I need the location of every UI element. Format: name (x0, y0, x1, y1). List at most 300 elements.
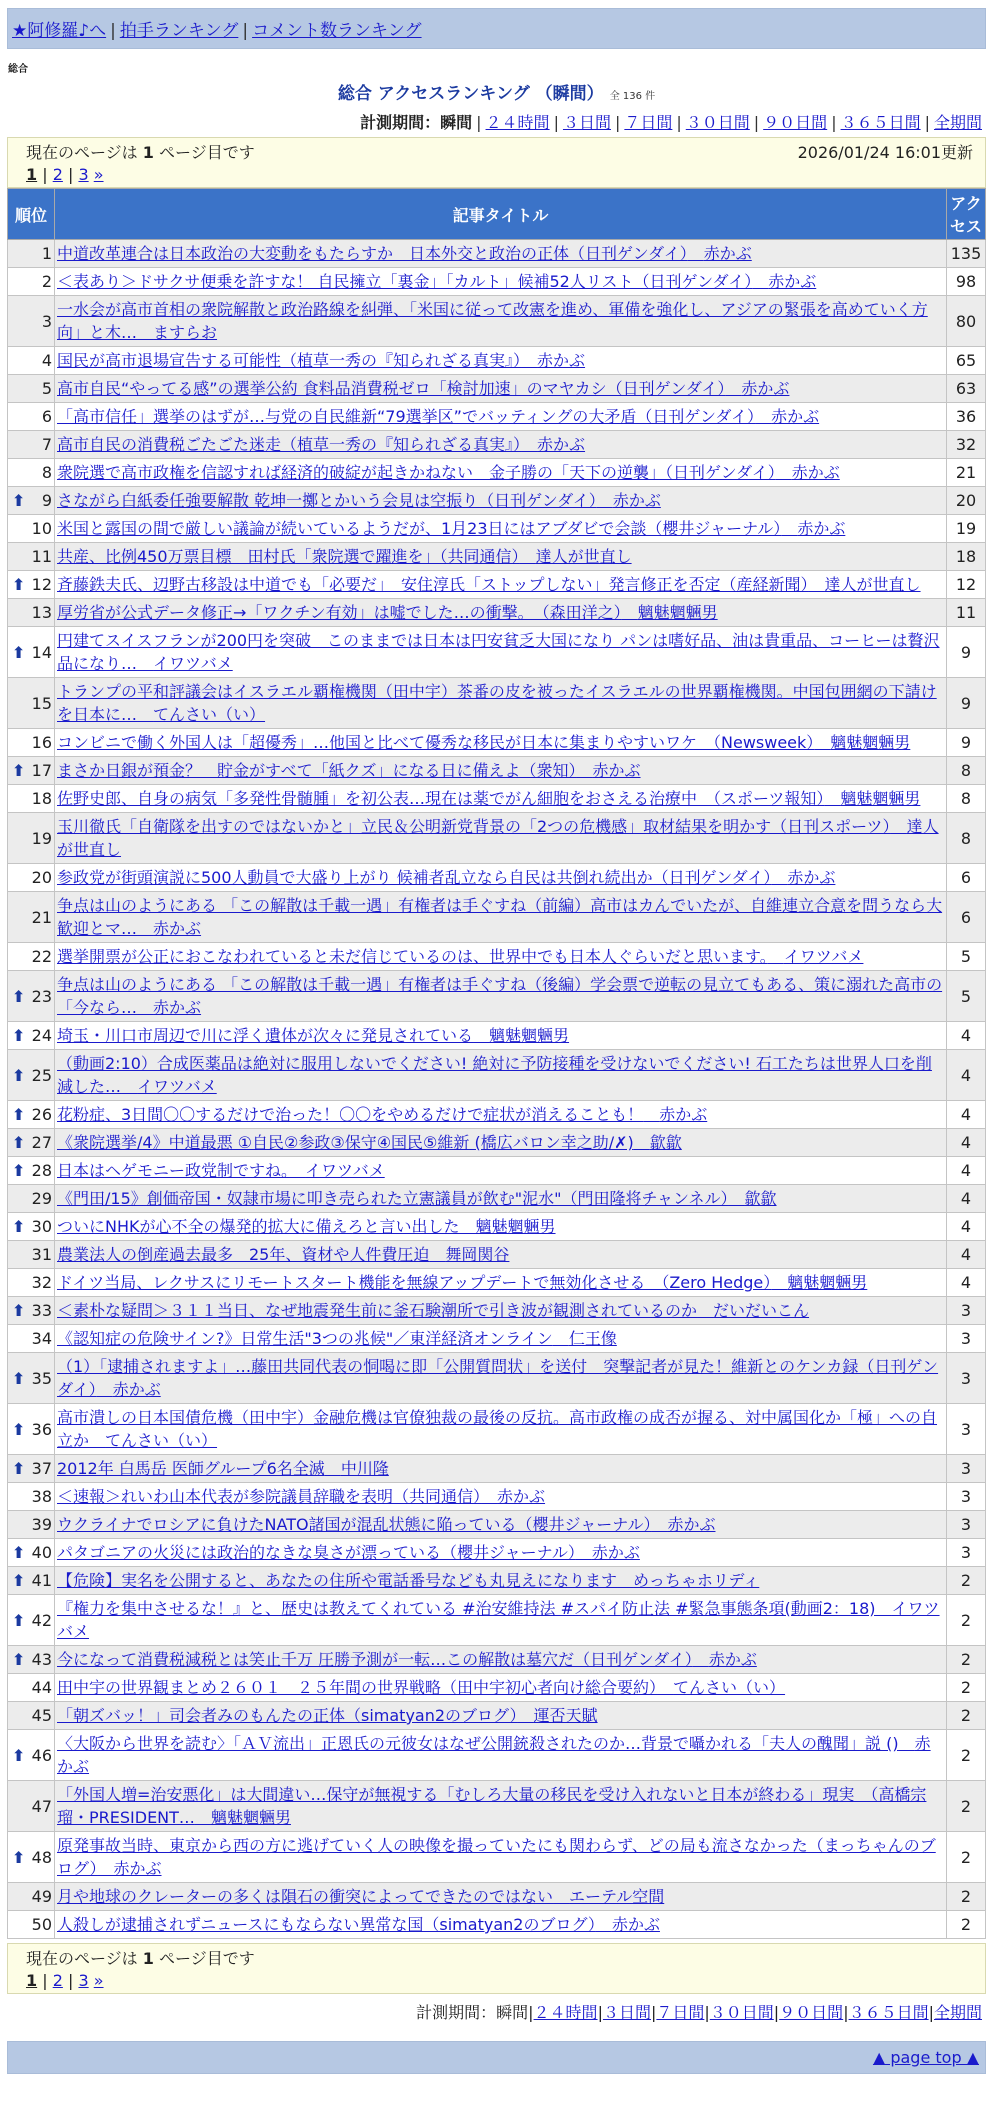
title-cell (55, 1674, 947, 1702)
article-link[interactable] (57, 975, 942, 1017)
article-author: 赤かぶ (537, 351, 586, 370)
article-link[interactable] (57, 1678, 785, 1697)
article-link[interactable] (57, 868, 835, 887)
page-link[interactable]: 2 (52, 1971, 63, 1990)
article-link[interactable] (57, 272, 816, 291)
article-link[interactable] (57, 435, 585, 454)
table-row (8, 487, 986, 515)
table-row (8, 1129, 986, 1157)
article-link[interactable] (57, 1887, 664, 1906)
rank-cell (8, 347, 55, 375)
table-row (8, 1101, 986, 1129)
rank-cell (8, 1269, 55, 1297)
up-arrow-icon: ⬆ (12, 1105, 26, 1124)
article-link[interactable] (57, 407, 819, 426)
rank-number: 25 (31, 1065, 52, 1085)
period-link[interactable]: ３０日間 (709, 2003, 774, 2022)
article-title: 衆院選で高市政権を信認すれば経済的破綻が起きかねない 金子勝の「天下の逆襲」（日刊ゲンダイ） (57, 463, 776, 482)
rank-number: 17 (31, 761, 52, 780)
period-link[interactable]: ２４時間 (485, 113, 550, 132)
rank-number: 27 (31, 1133, 52, 1152)
article-author: イワツバメ (783, 947, 864, 966)
title-cell (55, 543, 947, 571)
page-separator: | (62, 165, 79, 184)
rank-number: 7 (41, 435, 52, 454)
article-title: 今になって消費税減税とは笑止千万 圧勝予測が一転…この解散は墓穴だ（日刊ゲンダイ） (57, 1650, 693, 1669)
article-link[interactable] (57, 1133, 682, 1152)
article-link[interactable] (57, 1836, 936, 1878)
article-title: さながら白紙委任強要解散 乾坤一擲とかいう会見は空振り（日刊ゲンダイ） (57, 491, 597, 510)
rank-number: 2 (41, 272, 52, 291)
article-link[interactable] (57, 1515, 715, 1534)
article-link[interactable] (57, 575, 921, 594)
rank-cell (8, 1595, 55, 1646)
article-author: 魑魅魍魎男 (830, 733, 911, 752)
page-link[interactable]: 3 (78, 165, 89, 184)
article-link[interactable] (57, 1571, 759, 1590)
article-title: 円建てスイスフランが200円を突破 このままでは日本は円安貧乏大国になり パンは嗜好品、油は貴重品、コーヒーは贅沢品になり… (57, 631, 940, 673)
article-link[interactable] (57, 1459, 389, 1478)
rank-cell (8, 515, 55, 543)
article-link[interactable] (57, 603, 718, 622)
article-author: ますらお (153, 323, 218, 342)
access-count: 5 (947, 971, 986, 1022)
article-author: 赤かぶ (591, 1543, 640, 1562)
title-cell (55, 1129, 947, 1157)
table-row (8, 1883, 986, 1911)
access-count: 3 (947, 1404, 986, 1455)
rank-number: 45 (31, 1706, 52, 1725)
page-separator: | (37, 1971, 53, 1990)
article-link[interactable] (57, 547, 632, 566)
period-separator: | (614, 113, 621, 132)
article-title: 『権力を集中させるな！』と、歴史は教えてくれている #治安維持法 #スパイ防止法 #緊急事態条項(動画2：18) (57, 1599, 876, 1618)
article-author: 赤かぶ (659, 1105, 708, 1124)
rank-cell (8, 1022, 55, 1050)
table-row (8, 813, 986, 864)
article-link[interactable] (57, 682, 937, 724)
table-row (8, 729, 986, 757)
access-count: 8 (947, 757, 986, 785)
article-link[interactable] (57, 947, 863, 966)
table-row (8, 268, 986, 296)
article-title: ウクライナでロシアに負けたNATO諸国が混乱状態に陥っている（櫻井ジャーナル） (57, 1515, 652, 1534)
period-link[interactable]: ９０日間 (763, 113, 828, 132)
article-title: 争点は山のようにある 「この解散は千載一遇」有権者は手ぐすね（後編）学会票で逆転の見立てもある、策に溺れた高市の「今なら… (57, 975, 943, 1017)
rank-number: 19 (31, 828, 52, 848)
access-count: 3 (947, 1455, 986, 1483)
total-count: 全 136 件 (609, 91, 656, 102)
rank-cell (8, 487, 55, 515)
article-title: 【危険】実名を公開すると、あなたの住所や電話番号なども丸見えになります (57, 1571, 618, 1590)
page-link[interactable]: 2 (52, 165, 63, 184)
article-title: パタゴニアの火災には政治的なきな臭さが漂っている（櫻井ジャーナル） (57, 1543, 576, 1562)
rank-number: 8 (41, 463, 52, 482)
up-arrow-icon: ⬆ (12, 1650, 26, 1669)
table-row (8, 515, 986, 543)
rank-cell (8, 403, 55, 431)
access-count: 5 (947, 943, 986, 971)
rank-cell (8, 1539, 55, 1567)
article-title: 厚労省が公式データ修正→「ワクチン有効」は嘘でした…の衝撃。 （森田洋之） (57, 603, 622, 622)
article-title: （1）「逮捕されますよ」…藤田共同代表の恫喝に即「公開質問状」を送付 突撃記者が見た！維新とのケンカ録（日刊ゲンダイ） (57, 1357, 939, 1399)
comment-ranking-link[interactable]: コメント数ランキング (252, 21, 422, 41)
access-count: 2 (947, 1595, 986, 1646)
access-count: 4 (947, 1129, 986, 1157)
title-cell (55, 431, 947, 459)
article-author: 赤かぶ (741, 379, 790, 398)
rank-cell (8, 240, 55, 268)
up-arrow-icon: ⬆ (12, 1368, 26, 1388)
rank-number: 18 (31, 789, 52, 808)
article-link[interactable] (57, 379, 789, 398)
rank-number: 29 (31, 1189, 52, 1208)
period-link[interactable]: ３６５日間 (840, 113, 921, 132)
article-title: ＜表あり＞ドサクサ便乗を許すな！ 自民擁立「裏金」「カルト」候補52人リスト（日刊ゲンダイ） (57, 272, 753, 291)
rank-number: 11 (31, 547, 52, 566)
article-link[interactable] (57, 300, 928, 342)
title-cell (55, 599, 947, 627)
access-count: 32 (947, 431, 986, 459)
article-link[interactable] (57, 463, 840, 482)
article-link[interactable] (57, 1329, 617, 1348)
rank-number: 21 (31, 907, 52, 927)
article-author: 仁王像 (568, 1329, 617, 1348)
title-cell (55, 1702, 947, 1730)
article-author: 魑魅魍魎男 (489, 1026, 570, 1045)
rank-number: 4 (41, 351, 52, 370)
up-arrow-icon: ⬆ (12, 1301, 26, 1320)
period-link[interactable]: ３日間 (602, 2003, 651, 2022)
article-link[interactable] (57, 1785, 926, 1827)
up-arrow-icon: ⬆ (12, 1571, 26, 1590)
table-row (8, 1483, 986, 1511)
rank-cell (8, 1404, 55, 1455)
ranking-title: 総合 アクセスランキング （瞬間） (337, 84, 604, 104)
article-author: 運否天賦 (533, 1706, 598, 1725)
article-link[interactable] (57, 1245, 509, 1264)
rank-cell (8, 599, 55, 627)
access-count: 11 (947, 599, 986, 627)
article-link[interactable] (57, 817, 939, 859)
access-count: 2 (947, 1567, 986, 1595)
table-row (8, 431, 986, 459)
title-cell (55, 1483, 947, 1511)
rank-cell (8, 375, 55, 403)
access-count: 19 (947, 515, 986, 543)
table-row (8, 864, 986, 892)
article-author: 魑魅魍魎男 (787, 1273, 868, 1292)
rank-number: 44 (31, 1678, 52, 1697)
rank-cell (8, 757, 55, 785)
up-arrow-icon: ⬆ (12, 1161, 26, 1180)
table-row (8, 1567, 986, 1595)
table-row (8, 296, 986, 347)
updated-timestamp: 2026/01/24 16:01更新 (797, 143, 973, 162)
page-top-link[interactable]: ▲ page top ▲ (872, 2048, 979, 2067)
article-title: 日本はヘゲモニー政党制ですね。 (57, 1161, 290, 1180)
table-row (8, 1781, 986, 1832)
article-link[interactable] (57, 1357, 938, 1399)
title-cell (55, 1511, 947, 1539)
article-author: 赤かぶ (112, 1380, 161, 1399)
article-link[interactable] (57, 1706, 598, 1725)
period-link[interactable]: ３６５日間 (848, 2003, 929, 2022)
table-row (8, 1674, 986, 1702)
article-title: 一水会が高市首相の衆院解散と政治路線を糾弾、「米国に従って改憲を進め、軍備を強化し、アジアの緊張を高めていく方向」と木… (57, 300, 928, 342)
rank-number: 40 (31, 1543, 52, 1562)
rank-number: 10 (31, 519, 52, 538)
up-arrow-icon: ⬆ (12, 1459, 26, 1478)
article-link[interactable] (57, 761, 641, 780)
rank-cell (8, 459, 55, 487)
access-count: 8 (947, 785, 986, 813)
period-separator: | (676, 113, 682, 132)
period-selector-top (7, 110, 982, 133)
article-author: 赤かぶ (612, 491, 661, 510)
title-cell (55, 347, 947, 375)
article-link[interactable] (57, 1189, 777, 1208)
title-cell (55, 1297, 947, 1325)
period-current: 瞬間 (496, 2003, 529, 2022)
access-count: 65 (947, 347, 986, 375)
rank-cell (8, 1511, 55, 1539)
table-row (8, 1404, 986, 1455)
article-author: エーテル空間 (569, 1887, 665, 1906)
access-count: 63 (947, 375, 986, 403)
title-cell (55, 813, 947, 864)
article-link[interactable] (57, 631, 940, 673)
page-separator: | (62, 1971, 79, 1990)
access-count: 4 (947, 1050, 986, 1101)
article-author: 歙歙 (649, 1133, 682, 1152)
period-link[interactable]: ７日間 (656, 2003, 705, 2022)
page-link[interactable]: 3 (78, 1971, 89, 1990)
table-row (8, 1832, 986, 1883)
period-separator: | (476, 113, 482, 132)
access-count: 4 (947, 1185, 986, 1213)
next-page-link[interactable]: » (93, 165, 104, 184)
access-count: 135 (947, 240, 986, 268)
article-link[interactable] (57, 1487, 545, 1506)
article-link[interactable] (57, 1408, 937, 1450)
article-title: ＜素朴な疑問＞３１１当日、なぜ地震発生前に釜石験潮所で引き波が観測されているのか (57, 1301, 698, 1320)
rank-number: 23 (31, 986, 52, 1006)
title-cell (55, 1567, 947, 1595)
article-title: 《門田/15》創価帝国・奴隷市場に叩き売られた立憲議員が飲む"泥水"（門田隆将チャンネル） (57, 1189, 729, 1208)
article-author: 赤かぶ (153, 998, 202, 1017)
article-title: 中道改革連合は日本政治の大変動をもたらすか 日本外交と政治の正体（日刊ゲンダイ） (57, 244, 688, 263)
rank-cell (8, 1157, 55, 1185)
article-link[interactable] (57, 789, 920, 808)
access-count: 3 (947, 1353, 986, 1404)
article-link[interactable] (57, 1301, 809, 1320)
up-arrow-icon: ⬆ (12, 986, 26, 1006)
up-arrow-icon: ⬆ (12, 1026, 26, 1045)
article-author: 中川隆 (340, 1459, 389, 1478)
table-row (8, 1702, 986, 1730)
period-link[interactable]: ９０日間 (779, 2003, 844, 2022)
article-title: 玉川徹氏「自衛隊を出すのではないかと」立民＆公明新党背景の「2つの危機感」取材結果を明かす（日刊スポーツ） (57, 817, 891, 836)
article-link[interactable] (57, 896, 942, 938)
article-link[interactable] (57, 1105, 707, 1124)
article-author: 赤かぶ (787, 868, 836, 887)
article-link[interactable] (57, 1217, 556, 1236)
clap-ranking-link[interactable]: 拍手ランキング (119, 21, 239, 41)
access-count: 4 (947, 1157, 986, 1185)
table-row (8, 785, 986, 813)
rank-number: 34 (31, 1329, 52, 1348)
up-arrow-icon: ⬆ (12, 1217, 26, 1236)
table-row (8, 627, 986, 678)
title-cell (55, 571, 947, 599)
up-arrow-icon: ⬆ (12, 1745, 26, 1765)
table-row (8, 599, 986, 627)
article-title: 月や地球のクレーターの多くは隕石の衝突によってできたのではない (57, 1887, 554, 1906)
title-cell (55, 1781, 947, 1832)
article-author: イワツバメ (137, 1077, 217, 1096)
article-title: ドイツ当局、レクサスにリモートスタート機能を無線アップデートで無効化させる （Zero Hedge） (57, 1273, 772, 1292)
access-count: 2 (947, 1730, 986, 1781)
article-title: 高市自民の消費税ごたごた迷走（植草一秀の『知られざる真実』） (57, 435, 522, 454)
article-link[interactable] (57, 519, 845, 538)
rank-number: 32 (31, 1273, 52, 1292)
rank-cell (8, 1353, 55, 1404)
access-count: 4 (947, 1101, 986, 1129)
table-row (8, 757, 986, 785)
rank-cell (8, 729, 55, 757)
period-link[interactable]: ３日間 (562, 113, 611, 132)
up-arrow-icon: ⬆ (12, 1847, 26, 1867)
table-row (8, 375, 986, 403)
article-link[interactable] (57, 1054, 932, 1096)
title-cell (55, 1213, 947, 1241)
page-separator: | (37, 165, 53, 184)
page-title (7, 79, 986, 104)
article-author: 赤かぶ (768, 272, 817, 291)
rank-number: 28 (31, 1161, 52, 1180)
up-arrow-icon: ⬆ (12, 1133, 26, 1152)
access-count: 2 (947, 1781, 986, 1832)
rank-cell (8, 1297, 55, 1325)
up-arrow-icon: ⬆ (12, 642, 26, 662)
table-row (8, 240, 986, 268)
article-link[interactable] (57, 1650, 757, 1669)
rank-number: 26 (31, 1105, 52, 1124)
rank-number: 6 (41, 407, 52, 426)
rank-number: 43 (31, 1650, 52, 1669)
title-cell (55, 1646, 947, 1674)
article-author: 舞岡関谷 (445, 1245, 510, 1264)
rank-number: 36 (31, 1419, 52, 1439)
rank-number: 9 (41, 491, 52, 510)
rank-number: 41 (31, 1571, 52, 1590)
period-separator: | (753, 113, 760, 132)
rank-cell (8, 892, 55, 943)
period-separator: | (553, 113, 559, 132)
article-author: 赤かぶ (703, 244, 752, 263)
rank-cell (8, 678, 55, 729)
period-separator: | (773, 2003, 780, 2022)
article-author: 魑魅魍魎男 (840, 789, 921, 808)
table-row (8, 1539, 986, 1567)
access-count: 2 (947, 1702, 986, 1730)
article-title: 米国と露国の間で厳しい議論が続いているようだが、1月23日にはアブダビで会談（櫻井ジャーナル） (57, 519, 782, 538)
rank-cell (8, 1567, 55, 1595)
rank-header: 順位 (8, 189, 55, 240)
article-title: 高市自民“やってる感”の選挙公約 食料品消費税ゼロ「検討加速」のマヤカシ（日刊ゲンダイ） (57, 379, 726, 398)
table-row (8, 1353, 986, 1404)
period-link[interactable]: ３０日間 (685, 113, 750, 132)
article-link[interactable] (57, 1026, 569, 1045)
table-row (8, 943, 986, 971)
article-author: 達人が世直し (824, 575, 921, 594)
title-cell (55, 1911, 947, 1939)
article-author: 赤かぶ (611, 1915, 660, 1934)
rank-cell (8, 1911, 55, 1939)
article-link[interactable] (57, 1734, 931, 1776)
period-link[interactable]: ７日間 (624, 113, 673, 132)
title-cell (55, 1539, 947, 1567)
rank-cell (8, 1325, 55, 1353)
title-cell (55, 1730, 947, 1781)
period-separator: | (831, 113, 837, 132)
next-page-link[interactable]: » (93, 1971, 104, 1990)
article-title: 共産、比例450万票目標 田村氏「衆院選で躍進を」（共同通信） (57, 547, 520, 566)
rank-cell (8, 1781, 55, 1832)
article-link[interactable] (57, 1161, 385, 1180)
rank-cell (8, 943, 55, 971)
up-arrow-icon: ⬆ (12, 1065, 26, 1085)
period-link[interactable]: ２４時間 (533, 2003, 598, 2022)
up-arrow-icon: ⬆ (12, 1543, 26, 1562)
title-cell (55, 1404, 947, 1455)
rank-cell (8, 1213, 55, 1241)
home-link[interactable]: ★阿修羅♪へ (12, 21, 107, 41)
article-link[interactable] (57, 733, 910, 752)
up-arrow-icon: ⬆ (12, 1610, 26, 1630)
table-row (8, 1157, 986, 1185)
rank-number: 22 (31, 947, 52, 966)
article-title: 2012年 白馬岳 医師グループ6名全滅 (57, 1459, 325, 1478)
rank-number: 5 (41, 379, 52, 398)
period-link[interactable]: 全期間 (933, 2003, 982, 2022)
article-link[interactable] (57, 491, 661, 510)
period-link[interactable]: 全期間 (933, 113, 982, 132)
article-title: トランプの平和評議会はイスラエル覇権機関（田中宇）茶番の皮を被ったイスラエルの世界覇権機関。中国包囲網の下請けを日本に… (57, 682, 937, 724)
title-cell (55, 1101, 947, 1129)
access-count: 4 (947, 1213, 986, 1241)
access-count: 98 (947, 268, 986, 296)
article-link[interactable] (57, 351, 585, 370)
table-row (8, 1911, 986, 1939)
table-row (8, 1269, 986, 1297)
access-count: 12 (947, 571, 986, 599)
title-header: 記事タイトル (55, 189, 947, 240)
article-link[interactable] (57, 244, 752, 263)
article-link[interactable] (57, 1599, 940, 1641)
period-separator: | (528, 2003, 534, 2022)
article-link[interactable] (57, 1543, 640, 1562)
article-link[interactable] (57, 1273, 867, 1292)
rank-cell (8, 627, 55, 678)
title-cell (55, 1353, 947, 1404)
article-title: 田中宇の世界観まとめ２６０１ ２５年間の世界戦略（田中宇初心者向け総合要約） (57, 1678, 658, 1697)
rank-cell (8, 1883, 55, 1911)
article-author: 赤かぶ (57, 1734, 931, 1776)
rank-cell (8, 1483, 55, 1511)
article-link[interactable] (57, 1915, 660, 1934)
